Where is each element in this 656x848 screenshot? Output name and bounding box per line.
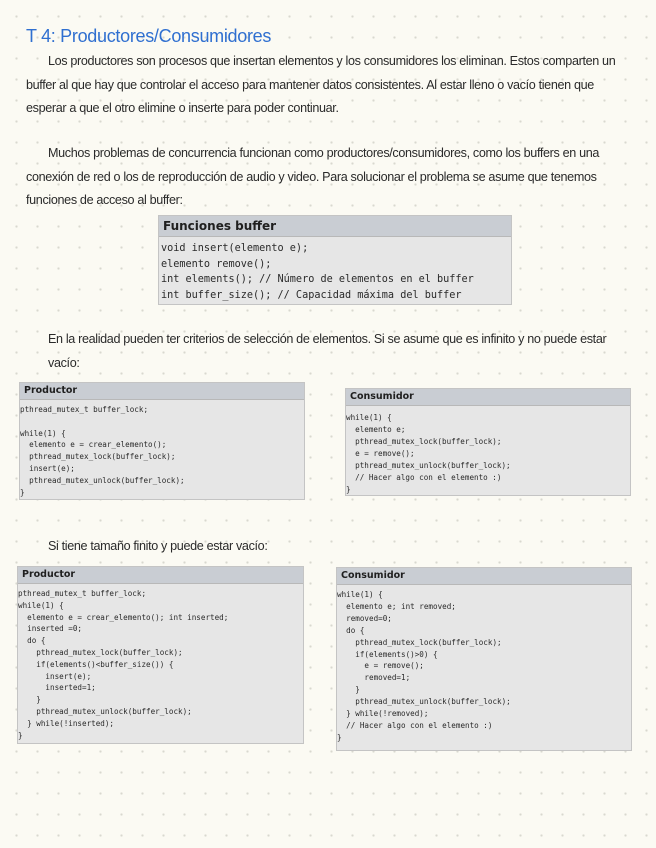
infinite-producer-box (19, 382, 305, 500)
infinite-consumer-box (345, 388, 631, 496)
functions-box-code: void insert(elemento e); elemento remove(); int elements(); // Número de elementos en el buffer int buffer_size(); // Capacidad máxima del buffer (161, 243, 474, 301)
intro-paragraph: Los productores son procesos que insertan elementos y los consumidores los eliminan. Estos comparten un buffer al que hay que controlar el acceso para mantener datos consistentes. Al estar lleno o vacío tienen que esperar a que el otro elimine o inserte para poder continuar. (26, 54, 616, 115)
infinite-consumer-header: Consumidor (346, 389, 630, 406)
finite-producer-header: Productor (18, 567, 303, 584)
finite-paragraph: Si tiene tamaño finito y puede estar vacío: (48, 539, 268, 553)
page-title: T 4: Productores/Consumidores (26, 26, 272, 46)
functions-code-box (158, 215, 512, 305)
infinite-producer-code: pthread_mutex_t buffer_lock; while(1) { elemento e = crear_elemento(); pthread_mutex_lock(buffer_lock); insert(e); pthread_mutex_unlock(buffer_lock); } (20, 405, 185, 497)
functions-box-header: Funciones buffer (159, 216, 511, 237)
finite-producer-box (17, 566, 304, 744)
infinite-producer-header: Productor (20, 383, 304, 400)
finite-producer-code: pthread_mutex_t buffer_lock; while(1) { elemento e = crear_elemento(); int inserted; inserted =0; do { pthread_mutex_lock(buffer_lock); if(elements()<buffer_size()) { insert(e); inserted=1; } pthread_mutex_unlock(buffer_lock); } while(!inserted); } (18, 589, 229, 740)
infinite-paragraph: En la realidad pueden ter criterios de selección de elementos. Si se asume que es infinito y no puede estar vacío: (48, 332, 607, 370)
finite-consumer-code: while(1) { elemento e; int removed; removed=0; do { pthread_mutex_lock(buffer_lock); if(elements()>0) { e = remove(); removed=1; } pthread_mutex_unlock(buffer_lock); } while(!removed); // Hacer algo con el elemento :) } (337, 590, 511, 742)
infinite-consumer-code: while(1) { elemento e; pthread_mutex_lock(buffer_lock); e = remove(); pthread_mutex_unlock(buffer_lock); // Hacer algo con el elemento :) } (346, 413, 511, 494)
finite-consumer-header: Consumidor (337, 568, 631, 585)
finite-consumer-box (336, 567, 632, 751)
problems-paragraph: Muchos problemas de concurrencia funcionan como productores/consumidores, como los buffers en una conexión de red o los de reproducción de audio y video. Para solucionar el problema se asume que tenemos funciones de acceso al buffer: (26, 146, 600, 207)
